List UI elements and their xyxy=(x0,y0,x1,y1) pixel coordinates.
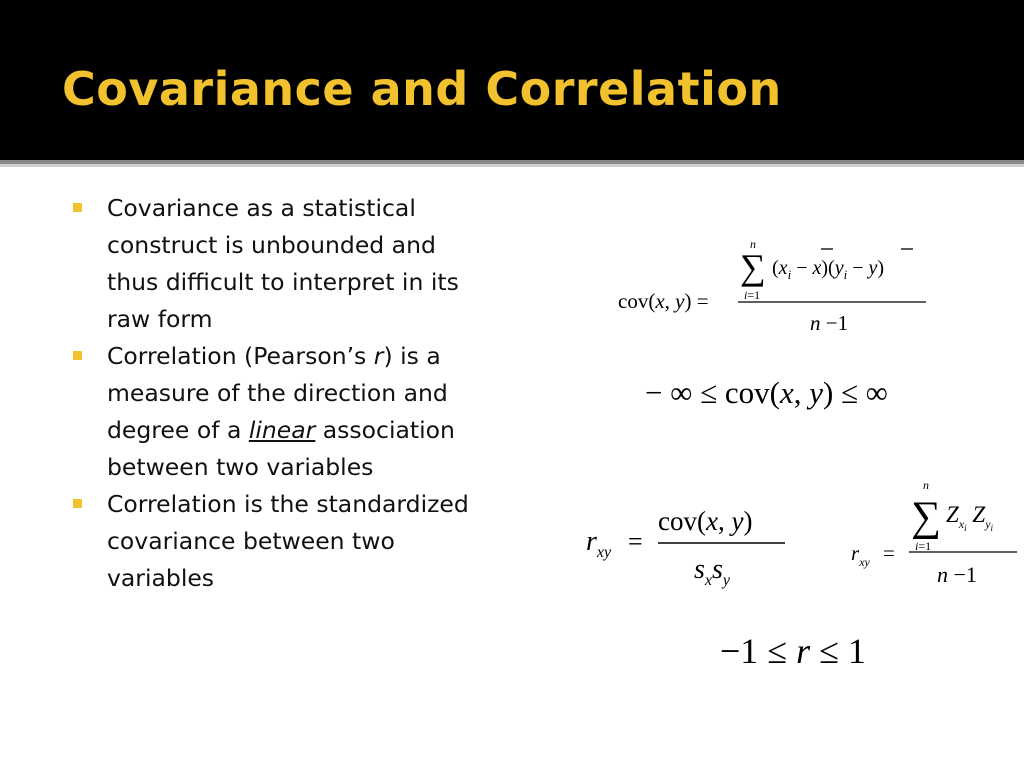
sum-upper-limit: n xyxy=(923,478,929,492)
bullet-item-correlation xyxy=(70,338,490,486)
sum-lower-limit: i=1 xyxy=(915,539,932,553)
formula-correlation-zscores xyxy=(845,474,1024,594)
bullet-text-part: association between two variables xyxy=(107,416,455,481)
bullet-text-part: ) is a measure of the direction and degree of a xyxy=(107,342,448,444)
title-bar xyxy=(0,0,1024,160)
bullet-emphasis-linear: linear xyxy=(248,416,316,444)
bullet-item-covariance xyxy=(70,190,490,338)
formula-denominator: $s_xs_y$ xyxy=(694,554,731,589)
bullet-text: Covariance as a statistical construct is unbounded and thus difficult to interpret in its raw form xyxy=(107,194,459,333)
formula-numerator: cov(x, y) xyxy=(658,506,753,536)
bullet-item-standardized xyxy=(70,486,490,597)
formula-covariance-range xyxy=(645,370,965,414)
formula-correlation-range xyxy=(720,626,920,674)
square-bullet-icon xyxy=(73,499,82,508)
formula-numerator: $(x_i - x)(y_i - y)$ xyxy=(772,257,885,282)
slide-title: Covariance and Correlation xyxy=(62,62,782,116)
formula-lhs: cov(x, y) = xyxy=(618,289,709,313)
summation-icon: ∑ xyxy=(740,247,766,287)
formula-correlation-definition xyxy=(580,500,800,600)
sum-lower-limit: i=1 xyxy=(744,288,761,302)
summation-icon: ∑ xyxy=(911,494,941,540)
formula-covariance-definition xyxy=(610,232,940,342)
bullet-list xyxy=(70,190,490,597)
bullet-italic-r: r xyxy=(373,342,384,370)
equals-sign: = xyxy=(628,527,643,556)
bullet-text-part: Correlation (Pearson’s xyxy=(107,342,374,370)
formula-text: − ∞ ≤ cov(x, y) ≤ ∞ xyxy=(645,375,888,410)
square-bullet-icon xyxy=(73,351,82,360)
formula-text: −1 ≤ r ≤ 1 xyxy=(720,631,866,671)
formula-lhs: $r_{xy}$ xyxy=(851,541,870,569)
formula-numerator: $Z_xi$ $Z_yi$ xyxy=(946,502,994,533)
bullet-text: Correlation is the standardized covariance between two variables xyxy=(107,490,469,592)
formula-lhs: $r_{xy}$ xyxy=(586,526,612,561)
title-divider-light xyxy=(0,164,1024,167)
sum-upper-limit: n xyxy=(750,237,756,251)
square-bullet-icon xyxy=(73,203,82,212)
formula-denominator: n −1 xyxy=(937,562,977,587)
formula-denominator: n −1 xyxy=(810,311,849,335)
equals-sign: = xyxy=(883,541,895,565)
